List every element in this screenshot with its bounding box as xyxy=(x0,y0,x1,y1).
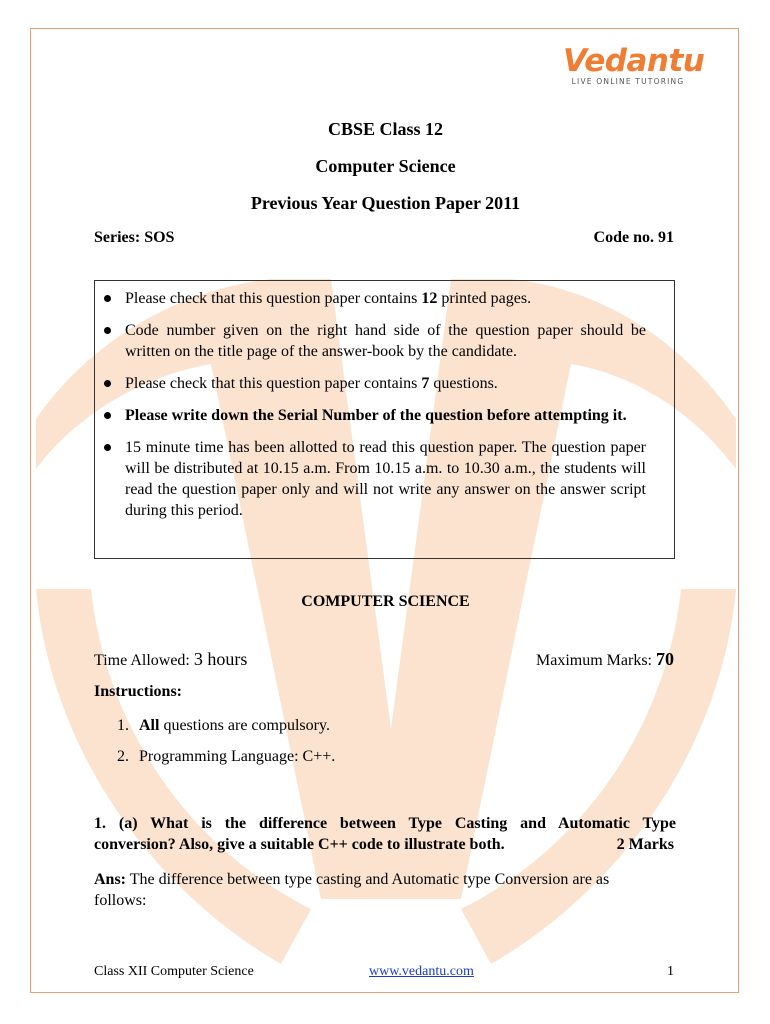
code-number: Code no. 91 xyxy=(593,229,674,246)
question-1-line-2: conversion? Also, give a suitable C++ code to illustrate both. xyxy=(94,836,505,853)
note-item: Code number given on the right hand side of the question paper should be written on the title page of the answer-book by the candidate. xyxy=(95,320,674,362)
footer-website-link[interactable]: www.vedantu.com xyxy=(369,964,474,979)
footer-course: Class XII Computer Science xyxy=(94,964,254,979)
section-title: COMPUTER SCIENCE xyxy=(301,593,470,610)
page-number: 1 xyxy=(667,964,674,979)
logo-wordmark: Vedantu xyxy=(563,43,705,79)
bullet-icon xyxy=(104,412,111,419)
question-1-line-1: 1. (a) What is the difference between Type Casting and Automatic Type xyxy=(94,815,676,832)
note-item: Please check that this question paper contains 7 questions. xyxy=(95,373,674,394)
instructions-heading: Instructions: xyxy=(94,683,183,700)
logo-tagline: LIVE ONLINE TUTORING xyxy=(571,77,685,86)
header-class: CBSE Class 12 xyxy=(327,119,444,139)
maximum-marks: Maximum Marks: 70 xyxy=(536,649,674,669)
note-item: Please write down the Serial Number of the question before attempting it. xyxy=(95,405,674,426)
question-1-marks: 2 Marks xyxy=(616,836,674,853)
answer-1-line-1: Ans: The difference between type casting and Automatic type Conversion are as xyxy=(94,871,610,888)
vedantu-logo xyxy=(563,43,705,86)
note-item: Please check that this question paper contains 12 printed pages. xyxy=(95,288,674,309)
bullet-icon xyxy=(104,380,111,387)
notes-box xyxy=(94,280,675,559)
bullet-icon xyxy=(104,444,111,451)
answer-1-line-2: follows: xyxy=(94,892,147,909)
header-paper-title: Previous Year Question Paper 2011 xyxy=(250,193,521,213)
time-allowed: Time Allowed: 3 hours xyxy=(94,649,248,669)
bullet-icon xyxy=(104,295,111,302)
notes-list xyxy=(95,288,674,532)
note-item: 15 minute time has been allotted to read this question paper. The question paper will be distributed at 10.15 a.m. From 10.15 a.m. to 10.30 a.m., the students will read the question paper only and will not write any answer on the answer script during this period. xyxy=(95,437,674,521)
series-label: Series: SOS xyxy=(94,229,175,246)
document-page xyxy=(30,28,739,993)
header-subject: Computer Science xyxy=(315,156,456,176)
instruction-item: 1. All questions are compulsory. xyxy=(117,717,330,734)
instruction-item: 2. Programming Language: C++. xyxy=(117,748,336,765)
bullet-icon xyxy=(104,327,111,334)
